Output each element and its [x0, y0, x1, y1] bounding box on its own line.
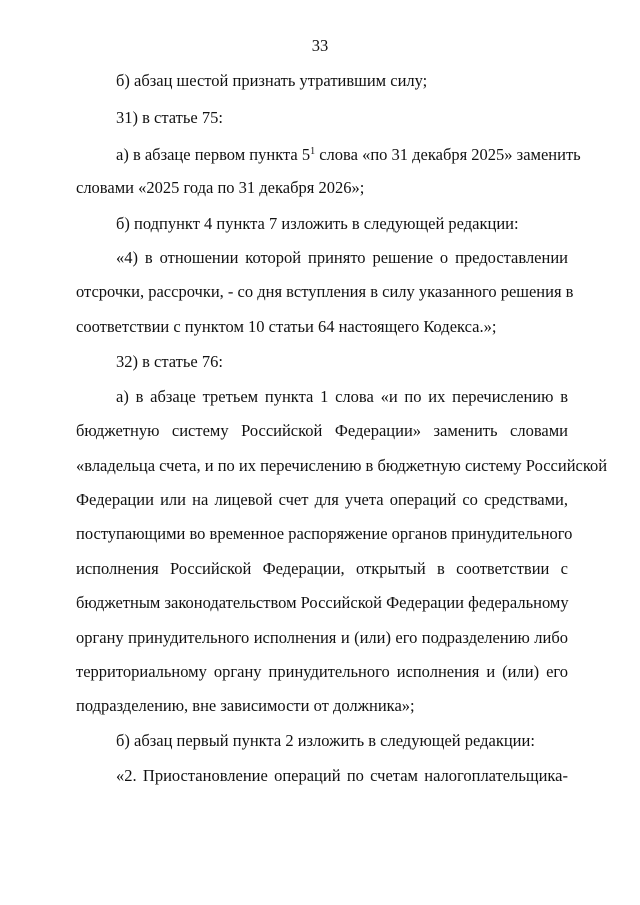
- text-line: 31) в статье 75:: [116, 108, 223, 127]
- text-line: «4) в отношении которой принято решение о предоставлении: [116, 248, 568, 267]
- text-line: органу принудительного исполнения и (или) его подразделению либо: [76, 628, 568, 647]
- text-line: Федерации или на лицевой счет для учета операций со средствами,: [76, 490, 568, 509]
- text-line: б) абзац первый пункта 2 изложить в следующей редакции:: [116, 731, 535, 750]
- text-line: б) подпункт 4 пункта 7 изложить в следующей редакции:: [116, 214, 519, 233]
- text-line: б) абзац шестой признать утратившим силу;: [116, 71, 428, 90]
- text-line: 32) в статье 76:: [116, 352, 223, 371]
- text-line: «владельца счета, и по их перечислению в бюджетную систему Российской: [76, 456, 608, 475]
- text-line: отсрочки, рассрочки, - со дня вступления в силу указанного решения в: [76, 282, 574, 301]
- page-number: 33: [311, 36, 329, 55]
- text-line: а) в абзаце третьем пункта 1 слова «и по их перечислению в: [116, 387, 568, 406]
- superscript: 1: [310, 146, 316, 157]
- text-line: поступающими во временное распоряжение органов принудительного: [76, 524, 573, 543]
- text-line: территориальному органу принудительного исполнения и (или) его: [76, 662, 568, 681]
- text-line: «2. Приостановление операций по счетам налогоплательщика-: [116, 766, 568, 785]
- text-segment: а) в абзаце первом пункта 5: [116, 145, 311, 164]
- text-line: подразделению, вне зависимости от должника»;: [76, 696, 415, 715]
- text-line: соответствии с пунктом 10 статьи 64 настоящего Кодекса.»;: [76, 317, 497, 336]
- text-line: бюджетным законодательством Российской Федерации федеральному: [76, 593, 569, 612]
- text-line: словами «2025 года по 31 декабря 2026»;: [76, 178, 365, 197]
- text-line: [116, 144, 581, 166]
- text-line: бюджетную систему Российской Федерации» заменить словами: [76, 421, 568, 440]
- text-segment: слова «по 31 декабря 2025» заменить: [315, 145, 581, 164]
- text-line: исполнения Российской Федерации, открытый в соответствии с: [76, 559, 568, 578]
